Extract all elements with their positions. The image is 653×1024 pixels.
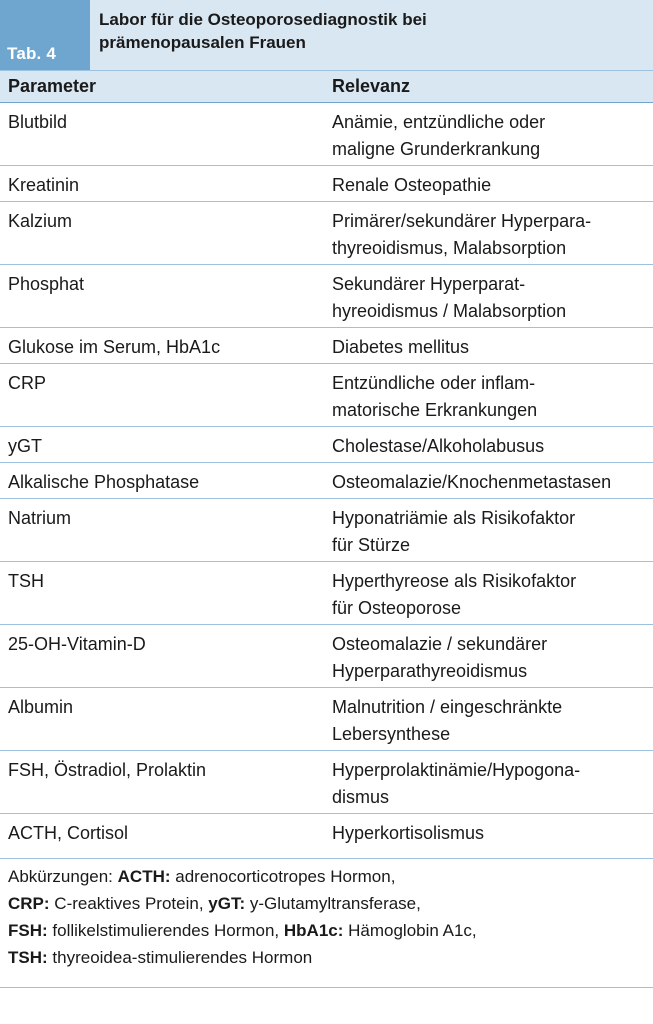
table-header bbox=[0, 0, 653, 70]
table-row bbox=[0, 165, 653, 201]
table-title-line-1: Labor für die Osteoporosediagnostik bei bbox=[99, 10, 427, 29]
table-row bbox=[0, 363, 653, 426]
cell-parameter: yGT bbox=[8, 436, 42, 456]
cell-relevanz bbox=[332, 172, 652, 199]
column-header-relevanz: Relevanz bbox=[332, 76, 411, 96]
footnote-tsh-text: thyreoidea-stimulierendes Hormon bbox=[47, 948, 313, 967]
cell-parameter: Kreatinin bbox=[8, 175, 80, 195]
footnote-ygt-abbr: yGT: bbox=[208, 894, 246, 913]
table-row bbox=[0, 462, 653, 498]
table-row bbox=[0, 327, 653, 363]
cell-relevanz bbox=[332, 568, 652, 622]
footnote-line-4 bbox=[8, 944, 645, 971]
cell-parameter: Blutbild bbox=[8, 112, 68, 132]
cell-relevanz-line: Hyperparathyreoidismus bbox=[332, 661, 528, 681]
cell-relevanz-line: Cholestase/Alkoholabusus bbox=[332, 436, 545, 456]
cell-relevanz-line: Renale Osteopathie bbox=[332, 175, 492, 195]
cell-relevanz-line: Lebersynthese bbox=[332, 724, 451, 744]
cell-parameter: Alkalische Phosphatase bbox=[8, 472, 200, 492]
cell-relevanz-line: Sekundärer Hyperparat- bbox=[332, 274, 526, 294]
footnote-lead: Abkürzungen: bbox=[8, 867, 118, 886]
cell-relevanz-line: maligne Grunderkrankung bbox=[332, 139, 541, 159]
cell-relevanz bbox=[332, 109, 652, 163]
table-row bbox=[0, 750, 653, 813]
table-body bbox=[0, 102, 653, 849]
footnote-line-2 bbox=[8, 890, 645, 917]
cell-relevanz-line: für Stürze bbox=[332, 535, 411, 555]
footnote-line-1 bbox=[8, 863, 645, 890]
table-row bbox=[0, 102, 653, 165]
cell-relevanz-line: Hyperthyreose als Risikofaktor bbox=[332, 571, 577, 591]
cell-relevanz bbox=[332, 469, 652, 496]
cell-parameter: CRP bbox=[8, 373, 47, 393]
cell-relevanz bbox=[332, 433, 652, 460]
cell-relevanz bbox=[332, 271, 652, 325]
cell-relevanz bbox=[332, 505, 652, 559]
cell-relevanz-line: thyreoidismus, Malabsorption bbox=[332, 238, 567, 258]
cell-parameter: ACTH, Cortisol bbox=[8, 823, 129, 843]
footnote-fsh-abbr: FSH: bbox=[8, 921, 48, 940]
cell-parameter: FSH, Östradiol, Prolaktin bbox=[8, 760, 207, 780]
cell-relevanz-line: für Osteoporose bbox=[332, 598, 462, 618]
footnote-fsh-text: follikelstimulierendes Hormon, bbox=[47, 921, 284, 940]
cell-relevanz-line: Hyperkortisolismus bbox=[332, 823, 485, 843]
tab-number-box bbox=[0, 0, 90, 70]
cell-relevanz-line: matorische Erkrankungen bbox=[332, 400, 538, 420]
cell-relevanz-line: Osteomalazie / sekundärer bbox=[332, 634, 548, 654]
cell-parameter: Kalzium bbox=[8, 211, 73, 231]
footnote-ygt-text: y-Glutamyltransferase, bbox=[245, 894, 421, 913]
cell-relevanz-line: Malnutrition / eingeschränkte bbox=[332, 697, 563, 717]
footnote-tsh-abbr: TSH: bbox=[8, 948, 48, 967]
cell-relevanz-line: Primärer/sekundärer Hyperpara- bbox=[332, 211, 592, 231]
abbreviations-footnote bbox=[0, 858, 653, 988]
table-row bbox=[0, 813, 653, 849]
cell-relevanz-line: Hyperprolaktinämie/Hypogona- bbox=[332, 760, 581, 780]
cell-parameter: Albumin bbox=[8, 697, 74, 717]
table-title-line-2: prämenopausalen Frauen bbox=[99, 33, 306, 52]
cell-relevanz-line: Osteomalazie/Knochenmetastasen bbox=[332, 472, 612, 492]
cell-relevanz bbox=[332, 370, 652, 424]
cell-relevanz bbox=[332, 820, 652, 847]
tab-number-label: Tab. 4 bbox=[7, 44, 57, 63]
cell-relevanz-line: Diabetes mellitus bbox=[332, 337, 470, 357]
cell-parameter: Phosphat bbox=[8, 274, 85, 294]
column-header-parameter: Parameter bbox=[8, 76, 97, 96]
footnote-crp-text: C-reaktives Protein, bbox=[49, 894, 209, 913]
cell-relevanz-line: Hyponatriämie als Risikofaktor bbox=[332, 508, 576, 528]
footnote-crp-abbr: CRP: bbox=[8, 894, 50, 913]
footnote-hba1c-abbr: HbA1c: bbox=[283, 921, 344, 940]
cell-relevanz bbox=[332, 334, 652, 361]
table-row bbox=[0, 426, 653, 462]
cell-relevanz bbox=[332, 694, 652, 748]
cell-relevanz-line: Anämie, entzündliche oder bbox=[332, 112, 546, 132]
column-header-row bbox=[0, 70, 653, 102]
table-row bbox=[0, 201, 653, 264]
cell-parameter: 25-OH-Vitamin-D bbox=[8, 634, 146, 654]
footnote-acth-text: adrenocorticotropes Hormon, bbox=[170, 867, 396, 886]
footnote-line-3 bbox=[8, 917, 645, 944]
cell-relevanz bbox=[332, 757, 652, 811]
table-title bbox=[90, 0, 653, 70]
cell-relevanz-line: hyreoidismus / Malabsorption bbox=[332, 301, 567, 321]
cell-parameter: TSH bbox=[8, 571, 44, 591]
cell-relevanz bbox=[332, 631, 652, 685]
table-row bbox=[0, 264, 653, 327]
cell-relevanz bbox=[332, 208, 652, 262]
cell-parameter: Natrium bbox=[8, 508, 72, 528]
table-row bbox=[0, 624, 653, 687]
cell-parameter: Glukose im Serum, HbA1c bbox=[8, 337, 221, 357]
table-row bbox=[0, 687, 653, 750]
table-row bbox=[0, 498, 653, 561]
footnote-hba1c-text: Hämoglobin A1c, bbox=[343, 921, 477, 940]
table-row bbox=[0, 561, 653, 624]
cell-relevanz-line: dismus bbox=[332, 787, 390, 807]
cell-relevanz-line: Entzündliche oder inflam- bbox=[332, 373, 536, 393]
footnote-acth-abbr: ACTH: bbox=[117, 867, 171, 886]
